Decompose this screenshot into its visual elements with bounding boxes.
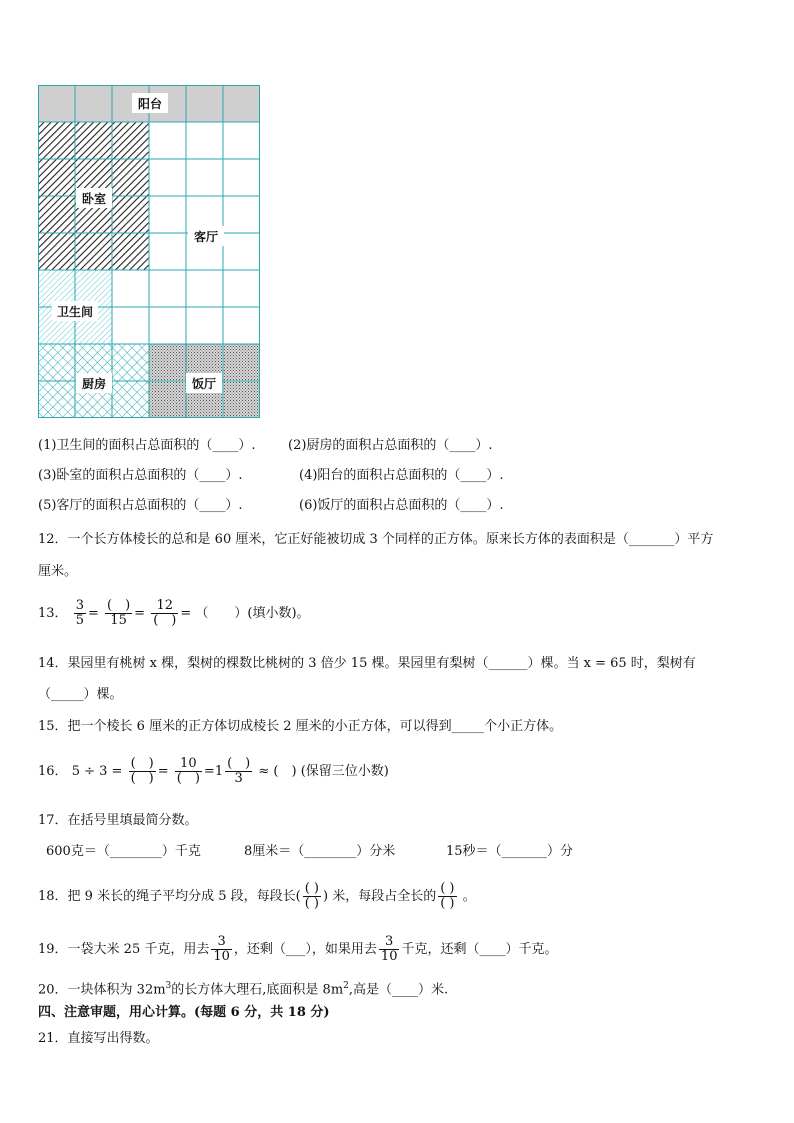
q12-line2: 厘米。 bbox=[38, 564, 78, 579]
floor-plan bbox=[38, 85, 260, 418]
balcony-label: 阳台 bbox=[137, 97, 163, 111]
q14-line1: 14．果园里有桃树 x 棵，梨树的棵数比桃树的 3 倍少 15 棵。果园里有梨树（______）棵。当 x = 65 时，梨树有 bbox=[38, 656, 696, 671]
q13-fraction-b: $\frac{( )}{15}$ bbox=[107, 597, 131, 628]
q18: 18．把 9 米长的绳子平均分成 5 段，每段长( $\frac{( )}{( )}$ ) 米，每段占全长的 $\frac{( )}{( )}$ 。 bbox=[38, 880, 476, 911]
section-4-title: 四、注意审题，用心计算。(每题 6 分，共 18 分) bbox=[38, 1005, 330, 1020]
q18-fraction-share: $\frac{( )}{( )}$ bbox=[440, 880, 455, 911]
q11-p3: (3)卧室的面积占总面积的（____）. bbox=[38, 468, 243, 483]
q11-p2: (2)厨房的面积占总面积的（____）. bbox=[288, 438, 493, 453]
q16-fraction-b: $\frac{10}{( )}$ bbox=[176, 755, 200, 786]
q18-fraction-length: $\frac{( )}{( )}$ bbox=[304, 880, 319, 911]
q13: 13． $\frac{3}{5}$ = $\frac{( )}{15}$ = $\frac{12}{( )}$ = （ ）(填小数)。 bbox=[38, 597, 310, 628]
q17-title: 17．在括号里填最简分数。 bbox=[38, 813, 198, 828]
q17-item-3: 15秒＝（_______）分 bbox=[446, 844, 574, 859]
q19: 19．一袋大米 25 千克，用去 $\frac{3}{10}$ ，还剩（___），如果用去 $\frac{3}{10}$ 千克，还剩（____）千克。 bbox=[38, 933, 558, 964]
q13-fraction-c: $\frac{12}{( )}$ bbox=[153, 597, 177, 628]
q16-fraction-a: $\frac{( )}{( )}$ bbox=[130, 755, 154, 786]
q13-fraction-a: $\frac{3}{5}$ bbox=[75, 597, 84, 628]
bedroom-label: 卧室 bbox=[81, 192, 107, 206]
q11-p4: (4)阳台的面积占总面积的（____）. bbox=[299, 468, 504, 483]
q19-fraction-b: $\frac{3}{10}$ bbox=[380, 933, 398, 964]
kitchen-label: 厨房 bbox=[81, 377, 107, 391]
q16: 16． 5 ÷ 3 = $\frac{( )}{( )}$ = $\frac{10}{( )}$ =1 $\frac{( )}{3}$ ≈ ( ) (保留三位小数) bbox=[38, 755, 389, 786]
q21: 21．直接写出得数。 bbox=[38, 1031, 159, 1046]
q11-p6: (6)饭厅的面积占总面积的（____）. bbox=[299, 498, 504, 513]
q11-p1: (1)卫生间的面积占总面积的（____）. bbox=[38, 438, 256, 453]
dining-label: 饭厅 bbox=[191, 377, 217, 391]
bathroom-label: 卫生间 bbox=[56, 305, 94, 319]
q14-line2: （_____）棵。 bbox=[38, 687, 123, 702]
q17-item-2: 8厘米＝（________）分米 bbox=[244, 844, 396, 859]
q17-item-1: 600克＝（________）千克 bbox=[46, 844, 201, 859]
q16-fraction-c: $\frac{( )}{3}$ bbox=[227, 755, 251, 786]
q20: 20．一块体积为 $32m^3$的长方体大理石,底面积是 $8m^2$,高是（____）米. bbox=[38, 981, 449, 998]
q15: 15．把一个棱长 6 厘米的正方体切成棱长 2 厘米的小正方体，可以得到_____个小正方体。 bbox=[38, 719, 563, 734]
q19-fraction-a: $\frac{3}{10}$ bbox=[213, 933, 230, 964]
q12-line1: 12．一个长方体棱长的总和是 60 厘米，它正好能被切成 3 个同样的正方体。原来长方体的表面积是（_______）平方 bbox=[38, 532, 714, 547]
living-label: 客厅 bbox=[193, 230, 219, 244]
q11-p5: (5)客厅的面积占总面积的（____）. bbox=[38, 498, 243, 513]
